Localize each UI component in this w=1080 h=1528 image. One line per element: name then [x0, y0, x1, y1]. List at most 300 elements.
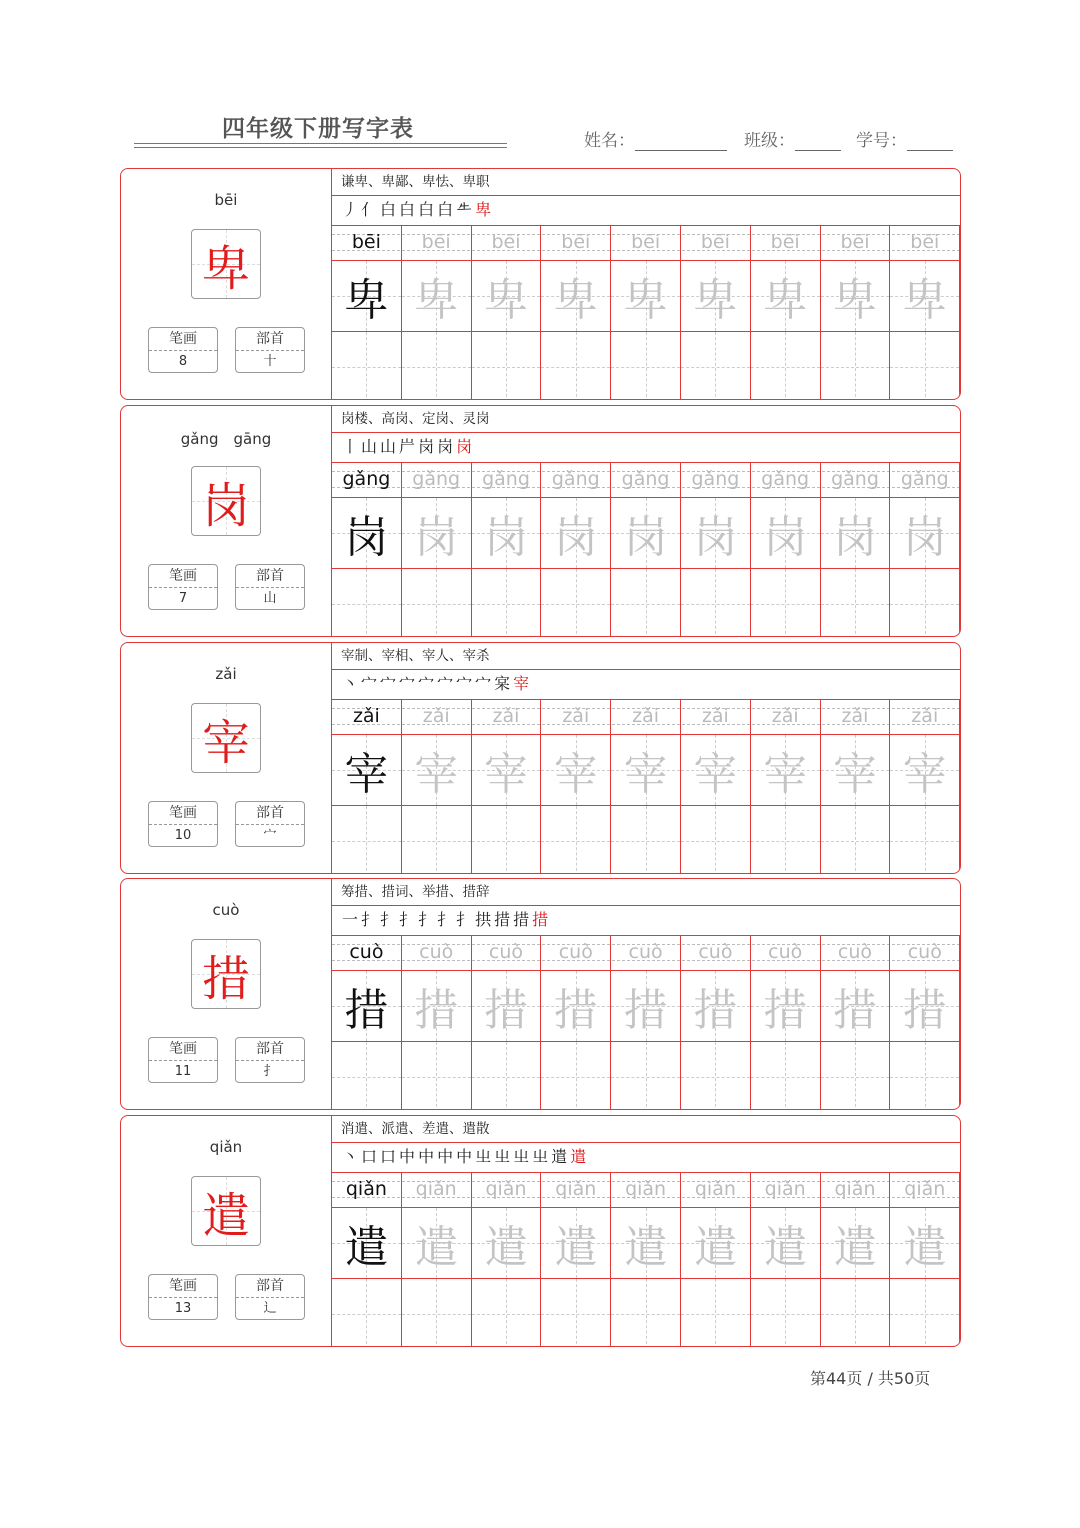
- stroke-step: 宀: [437, 674, 457, 693]
- trace-character: 宰: [623, 749, 668, 800]
- main-character: 岗: [201, 477, 250, 534]
- pinyin-cell[interactable]: zǎi: [681, 700, 751, 734]
- pinyin-cell[interactable]: gǎng: [681, 463, 751, 497]
- pinyin-practice-row: [332, 700, 960, 735]
- character-practice-row: [332, 332, 960, 400]
- stroke-count-box-label: 笔画: [149, 1275, 217, 1298]
- writing-cell[interactable]: [821, 332, 891, 400]
- stroke-count-box-label: 笔画: [149, 802, 217, 825]
- stroke-step: 宀: [418, 674, 438, 693]
- radical-box-value: 辶: [263, 1301, 277, 1316]
- writing-cell[interactable]: [541, 806, 611, 874]
- writing-cell[interactable]: [402, 735, 472, 805]
- writing-cell[interactable]: [751, 735, 821, 805]
- pinyin-cell[interactable]: cuò: [821, 936, 891, 970]
- example-words: 消遣、派遣、差遣、遣散: [332, 1116, 960, 1143]
- char-display-box: [191, 466, 261, 536]
- stroke-count-box-label: 笔画: [149, 1038, 217, 1061]
- writing-cell[interactable]: [681, 806, 751, 874]
- pinyin-cell[interactable]: bēi: [332, 226, 402, 260]
- stroke-step: 丶: [342, 674, 362, 693]
- trace-character: 卑: [344, 275, 389, 326]
- writing-cell[interactable]: [821, 806, 891, 874]
- stroke-count-box: [148, 1274, 218, 1320]
- writing-cell[interactable]: [332, 1042, 402, 1110]
- writing-cell[interactable]: [611, 1208, 681, 1278]
- example-words: 宰制、宰相、宰人、宰杀: [332, 643, 960, 670]
- stroke-step: 口: [361, 1147, 381, 1166]
- pinyin-cell[interactable]: cuò: [890, 936, 960, 970]
- trace-character: 卑: [763, 275, 808, 326]
- trace-character: 岗: [763, 512, 808, 563]
- writing-cell[interactable]: [751, 498, 821, 568]
- stroke-step: 扌: [437, 910, 457, 929]
- radical-box: [235, 1274, 305, 1320]
- stroke-step: 宰: [513, 674, 533, 693]
- pinyin-cell[interactable]: qiǎn: [332, 1173, 402, 1207]
- writing-cell[interactable]: [751, 971, 821, 1041]
- trace-character: 宰: [902, 749, 947, 800]
- trace-character: 措: [623, 985, 668, 1036]
- pinyin-cell[interactable]: gǎng: [472, 463, 542, 497]
- writing-cell[interactable]: [402, 971, 472, 1041]
- pinyin-cell[interactable]: zǎi: [332, 700, 402, 734]
- stroke-step: 扌: [399, 910, 419, 929]
- stroke-step: 丨: [342, 437, 362, 456]
- writing-cell[interactable]: [402, 1042, 472, 1110]
- character-practice-row: [332, 1042, 960, 1110]
- pinyin-cell[interactable]: gǎng: [821, 463, 891, 497]
- pinyin-cell[interactable]: gǎng: [402, 463, 472, 497]
- radical-box-label: 部首: [236, 802, 304, 825]
- writing-cell[interactable]: [472, 806, 542, 874]
- page-title: 四年级下册写字表: [222, 116, 414, 142]
- writing-cell[interactable]: [332, 498, 402, 568]
- writing-cell[interactable]: [541, 1279, 611, 1347]
- writing-cell[interactable]: [611, 1279, 681, 1347]
- character-practice-row: [332, 806, 960, 874]
- radical-box-value: 十: [263, 354, 277, 369]
- char-info-panel: [121, 643, 332, 873]
- writing-cell[interactable]: [751, 1208, 821, 1278]
- pinyin-cell[interactable]: bēi: [541, 226, 611, 260]
- radical-box-label: 部首: [236, 328, 304, 351]
- writing-cell[interactable]: [821, 1208, 891, 1278]
- radical-box: [235, 564, 305, 610]
- page-number: 第44页 / 共50页: [810, 1369, 931, 1388]
- class-field[interactable]: [744, 126, 841, 151]
- writing-cell[interactable]: [402, 1208, 472, 1278]
- writing-cell[interactable]: [890, 498, 960, 568]
- main-character: 宰: [201, 714, 250, 771]
- writing-cell[interactable]: [541, 971, 611, 1041]
- number-field[interactable]: [856, 126, 953, 151]
- pinyin-cell[interactable]: gǎng: [611, 463, 681, 497]
- radical-box-value: 宀: [263, 828, 277, 843]
- pinyin-cell[interactable]: zǎi: [611, 700, 681, 734]
- writing-cell[interactable]: [890, 1279, 960, 1347]
- pinyin-label: gǎng gāng: [180, 430, 272, 448]
- pinyin-cell[interactable]: cuò: [751, 936, 821, 970]
- char-block: [120, 642, 961, 874]
- writing-cell[interactable]: [541, 498, 611, 568]
- writing-cell[interactable]: [751, 1042, 821, 1110]
- trace-character: 岗: [483, 512, 528, 563]
- pinyin-cell[interactable]: gǎng: [541, 463, 611, 497]
- character-practice-row: [332, 261, 960, 332]
- writing-cell[interactable]: [332, 261, 402, 331]
- pinyin-cell[interactable]: qiǎn: [472, 1173, 542, 1207]
- stroke-step: 措: [532, 910, 552, 929]
- pinyin-cell[interactable]: zǎi: [472, 700, 542, 734]
- pinyin-cell[interactable]: qiǎn: [890, 1173, 960, 1207]
- writing-cell[interactable]: [472, 971, 542, 1041]
- writing-cell[interactable]: [472, 1208, 542, 1278]
- stroke-step: 𠂒: [456, 200, 476, 219]
- pinyin-cell[interactable]: bēi: [890, 226, 960, 260]
- writing-cell[interactable]: [821, 569, 891, 637]
- number-label: 学号：: [856, 131, 907, 151]
- radical-box-label: 部首: [236, 1038, 304, 1061]
- char-display-box: [191, 1176, 261, 1246]
- writing-cell[interactable]: [681, 1208, 751, 1278]
- writing-cell[interactable]: [890, 1208, 960, 1278]
- trace-character: 宰: [344, 749, 389, 800]
- writing-cell[interactable]: [681, 735, 751, 805]
- writing-cell[interactable]: [472, 569, 542, 637]
- trace-character: 卑: [623, 275, 668, 326]
- writing-cell[interactable]: [541, 1208, 611, 1278]
- stroke-step: 宀: [475, 674, 495, 693]
- writing-cell[interactable]: [821, 261, 891, 331]
- stroke-step: 岗: [418, 437, 438, 456]
- writing-cell[interactable]: [332, 569, 402, 637]
- trace-character: 宰: [832, 749, 877, 800]
- trace-character: 措: [693, 985, 738, 1036]
- writing-cell[interactable]: [821, 735, 891, 805]
- pinyin-cell[interactable]: bēi: [472, 226, 542, 260]
- writing-cell[interactable]: [611, 806, 681, 874]
- trace-character: 遣: [832, 1222, 877, 1273]
- character-practice-row: [332, 1208, 960, 1279]
- stroke-step: 白: [437, 200, 457, 219]
- char-display-box: [191, 703, 261, 773]
- stroke-step: 中: [437, 1147, 457, 1166]
- stroke-step: 扌: [418, 910, 438, 929]
- stroke-step: 宀: [380, 674, 400, 693]
- char-info-panel: [121, 879, 332, 1109]
- writing-grid: [332, 1116, 960, 1346]
- stroke-step: 措: [494, 910, 514, 929]
- pinyin-cell[interactable]: bēi: [402, 226, 472, 260]
- pinyin-cell[interactable]: cuò: [332, 936, 402, 970]
- writing-cell[interactable]: [472, 261, 542, 331]
- trace-character: 岗: [623, 512, 668, 563]
- example-words: 岗楼、高岗、定岗、灵岗: [332, 406, 960, 433]
- stroke-step: 岗: [456, 437, 476, 456]
- writing-cell[interactable]: [751, 1279, 821, 1347]
- radical-box: [235, 801, 305, 847]
- writing-cell[interactable]: [541, 735, 611, 805]
- pinyin-label: cuò: [212, 901, 240, 919]
- trace-character: 岗: [414, 512, 459, 563]
- trace-character: 宰: [414, 749, 459, 800]
- main-character: 措: [201, 950, 250, 1007]
- writing-cell[interactable]: [681, 332, 751, 400]
- writing-cell[interactable]: [402, 498, 472, 568]
- writing-cell[interactable]: [611, 498, 681, 568]
- writing-cell[interactable]: [890, 806, 960, 874]
- writing-cell[interactable]: [821, 971, 891, 1041]
- writing-cell[interactable]: [332, 1208, 402, 1278]
- trace-character: 岗: [553, 512, 598, 563]
- trace-character: 措: [553, 985, 598, 1036]
- writing-cell[interactable]: [611, 1042, 681, 1110]
- trace-character: 遣: [623, 1222, 668, 1273]
- character-practice-row: [332, 498, 960, 569]
- writing-cell[interactable]: [611, 332, 681, 400]
- writing-cell[interactable]: [541, 261, 611, 331]
- trace-character: 宰: [483, 749, 528, 800]
- stroke-step: 白: [418, 200, 438, 219]
- trace-character: 卑: [693, 275, 738, 326]
- example-words: 筹措、措词、举措、措辞: [332, 879, 960, 906]
- pinyin-cell[interactable]: zǎi: [402, 700, 472, 734]
- stroke-order: [332, 1142, 960, 1173]
- writing-cell[interactable]: [681, 569, 751, 637]
- writing-cell[interactable]: [890, 569, 960, 637]
- pinyin-cell[interactable]: bēi: [611, 226, 681, 260]
- stroke-step: 㞢: [513, 1147, 533, 1166]
- pinyin-cell[interactable]: cuò: [611, 936, 681, 970]
- stroke-count-box: [148, 327, 218, 373]
- writing-cell[interactable]: [332, 806, 402, 874]
- trace-character: 措: [483, 985, 528, 1036]
- writing-grid: [332, 406, 960, 636]
- radical-box-value: 扌: [263, 1064, 277, 1079]
- radical-box-label: 部首: [236, 565, 304, 588]
- trace-character: 卑: [483, 275, 528, 326]
- pinyin-cell[interactable]: gǎng: [332, 463, 402, 497]
- stroke-count-box-label: 笔画: [149, 328, 217, 351]
- writing-cell[interactable]: [332, 332, 402, 400]
- stroke-step: 宀: [399, 674, 419, 693]
- stroke-step: 㞢: [494, 1147, 514, 1166]
- trace-character: 卑: [414, 275, 459, 326]
- writing-cell[interactable]: [402, 261, 472, 331]
- trace-character: 遣: [902, 1222, 947, 1273]
- stroke-step: 拱: [475, 910, 495, 929]
- char-info-panel: [121, 169, 332, 399]
- pinyin-cell[interactable]: qiǎn: [681, 1173, 751, 1207]
- trace-character: 措: [832, 985, 877, 1036]
- writing-cell[interactable]: [541, 1042, 611, 1110]
- stroke-step: 丿: [342, 200, 362, 219]
- writing-cell[interactable]: [751, 569, 821, 637]
- trace-character: 遣: [693, 1222, 738, 1273]
- pinyin-cell[interactable]: cuò: [402, 936, 472, 970]
- stroke-step: 口: [380, 1147, 400, 1166]
- writing-cell[interactable]: [472, 498, 542, 568]
- name-label: 姓名：: [584, 131, 635, 151]
- pinyin-cell[interactable]: zǎi: [890, 700, 960, 734]
- radical-box-value: 山: [263, 591, 277, 606]
- writing-cell[interactable]: [890, 332, 960, 400]
- stroke-step: 扌: [456, 910, 476, 929]
- writing-cell[interactable]: [821, 1042, 891, 1110]
- trace-character: 岗: [902, 512, 947, 563]
- pinyin-cell[interactable]: qiǎn: [611, 1173, 681, 1207]
- trace-character: 岗: [693, 512, 738, 563]
- trace-character: 卑: [902, 275, 947, 326]
- stroke-step: 中: [456, 1147, 476, 1166]
- writing-cell[interactable]: [541, 332, 611, 400]
- stroke-step: 宲: [494, 674, 514, 693]
- writing-cell[interactable]: [402, 569, 472, 637]
- writing-cell[interactable]: [890, 971, 960, 1041]
- char-block: [120, 878, 961, 1110]
- writing-cell[interactable]: [751, 261, 821, 331]
- character-practice-row: [332, 735, 960, 806]
- writing-cell[interactable]: [821, 1279, 891, 1347]
- writing-cell[interactable]: [402, 332, 472, 400]
- pinyin-practice-row: [332, 226, 960, 261]
- trace-character: 卑: [832, 275, 877, 326]
- stroke-count-box: [148, 564, 218, 610]
- stroke-step: 山: [361, 437, 381, 456]
- writing-cell[interactable]: [611, 971, 681, 1041]
- writing-cell[interactable]: [402, 806, 472, 874]
- writing-grid: [332, 169, 960, 399]
- writing-cell[interactable]: [751, 806, 821, 874]
- writing-cell[interactable]: [890, 261, 960, 331]
- writing-cell[interactable]: [890, 1042, 960, 1110]
- writing-cell[interactable]: [611, 261, 681, 331]
- stroke-count-box-value: 7: [178, 591, 188, 606]
- pinyin-practice-row: [332, 1173, 960, 1208]
- stroke-step: 岗: [437, 437, 457, 456]
- writing-cell[interactable]: [541, 569, 611, 637]
- writing-grid: [332, 879, 960, 1109]
- stroke-step: 㞢: [532, 1147, 552, 1166]
- pinyin-cell[interactable]: bēi: [751, 226, 821, 260]
- trace-character: 遣: [553, 1222, 598, 1273]
- trace-character: 措: [902, 985, 947, 1036]
- pinyin-cell[interactable]: zǎi: [751, 700, 821, 734]
- writing-cell[interactable]: [611, 735, 681, 805]
- trace-character: 遣: [483, 1222, 528, 1273]
- char-block: [120, 168, 961, 400]
- stroke-count-box-value: 11: [174, 1064, 192, 1079]
- stroke-count-box-value: 10: [174, 828, 192, 843]
- stroke-step: 中: [399, 1147, 419, 1166]
- trace-character: 宰: [693, 749, 738, 800]
- pinyin-cell[interactable]: zǎi: [821, 700, 891, 734]
- name-field[interactable]: [584, 126, 727, 151]
- main-character: 遣: [201, 1187, 250, 1244]
- character-practice-row: [332, 569, 960, 637]
- writing-cell[interactable]: [472, 735, 542, 805]
- writing-cell[interactable]: [681, 1279, 751, 1347]
- trace-character: 措: [763, 985, 808, 1036]
- writing-cell[interactable]: [472, 332, 542, 400]
- stroke-count-box-label: 笔画: [149, 565, 217, 588]
- stroke-step: 扌: [380, 910, 400, 929]
- char-info-panel: [121, 406, 332, 636]
- writing-cell[interactable]: [821, 498, 891, 568]
- char-block: [120, 405, 961, 637]
- stroke-step: 中: [418, 1147, 438, 1166]
- char-display-box: [191, 939, 261, 1009]
- pinyin-cell[interactable]: qiǎn: [751, 1173, 821, 1207]
- trace-character: 岗: [832, 512, 877, 563]
- pinyin-cell[interactable]: cuò: [681, 936, 751, 970]
- writing-cell[interactable]: [681, 1042, 751, 1110]
- stroke-order: [332, 195, 960, 226]
- pinyin-cell[interactable]: qiǎn: [541, 1173, 611, 1207]
- stroke-step: 卑: [475, 200, 495, 219]
- writing-cell[interactable]: [332, 735, 402, 805]
- writing-cell[interactable]: [472, 1042, 542, 1110]
- pinyin-cell[interactable]: zǎi: [541, 700, 611, 734]
- stroke-step: 一: [342, 910, 362, 929]
- writing-cell[interactable]: [402, 1279, 472, 1347]
- stroke-step: 遣: [551, 1147, 571, 1166]
- writing-cell[interactable]: [890, 735, 960, 805]
- stroke-step: 屵: [399, 437, 419, 456]
- pinyin-cell[interactable]: gǎng: [890, 463, 960, 497]
- stroke-step: 㞢: [475, 1147, 495, 1166]
- stroke-order: [332, 432, 960, 463]
- writing-cell[interactable]: [681, 971, 751, 1041]
- writing-grid: [332, 643, 960, 873]
- example-words: 谦卑、卑鄙、卑怯、卑职: [332, 169, 960, 196]
- radical-box: [235, 1037, 305, 1083]
- writing-cell[interactable]: [611, 569, 681, 637]
- pinyin-cell[interactable]: bēi: [821, 226, 891, 260]
- trace-character: 岗: [344, 512, 389, 563]
- trace-character: 遣: [763, 1222, 808, 1273]
- trace-character: 宰: [553, 749, 598, 800]
- char-info-panel: [121, 1116, 332, 1346]
- pinyin-cell[interactable]: bēi: [681, 226, 751, 260]
- stroke-step: 丶: [342, 1147, 362, 1166]
- writing-cell[interactable]: [751, 332, 821, 400]
- class-label: 班级：: [744, 131, 795, 151]
- pinyin-cell[interactable]: qiǎn: [402, 1173, 472, 1207]
- stroke-count-box: [148, 1037, 218, 1083]
- trace-character: 宰: [763, 749, 808, 800]
- trace-character: 卑: [553, 275, 598, 326]
- stroke-count-box-value: 13: [174, 1301, 192, 1316]
- trace-character: 遣: [344, 1222, 389, 1273]
- writing-cell[interactable]: [681, 261, 751, 331]
- writing-cell[interactable]: [472, 1279, 542, 1347]
- writing-cell[interactable]: [332, 1279, 402, 1347]
- writing-cell[interactable]: [681, 498, 751, 568]
- writing-cell[interactable]: [332, 971, 402, 1041]
- main-character: 卑: [201, 240, 250, 297]
- pinyin-cell[interactable]: cuò: [472, 936, 542, 970]
- title-underline: [134, 143, 507, 144]
- pinyin-practice-row: [332, 936, 960, 971]
- pinyin-cell[interactable]: cuò: [541, 936, 611, 970]
- pinyin-cell[interactable]: qiǎn: [821, 1173, 891, 1207]
- pinyin-cell[interactable]: gǎng: [751, 463, 821, 497]
- stroke-count-box: [148, 801, 218, 847]
- radical-box-label: 部首: [236, 1275, 304, 1298]
- trace-character: 措: [414, 985, 459, 1036]
